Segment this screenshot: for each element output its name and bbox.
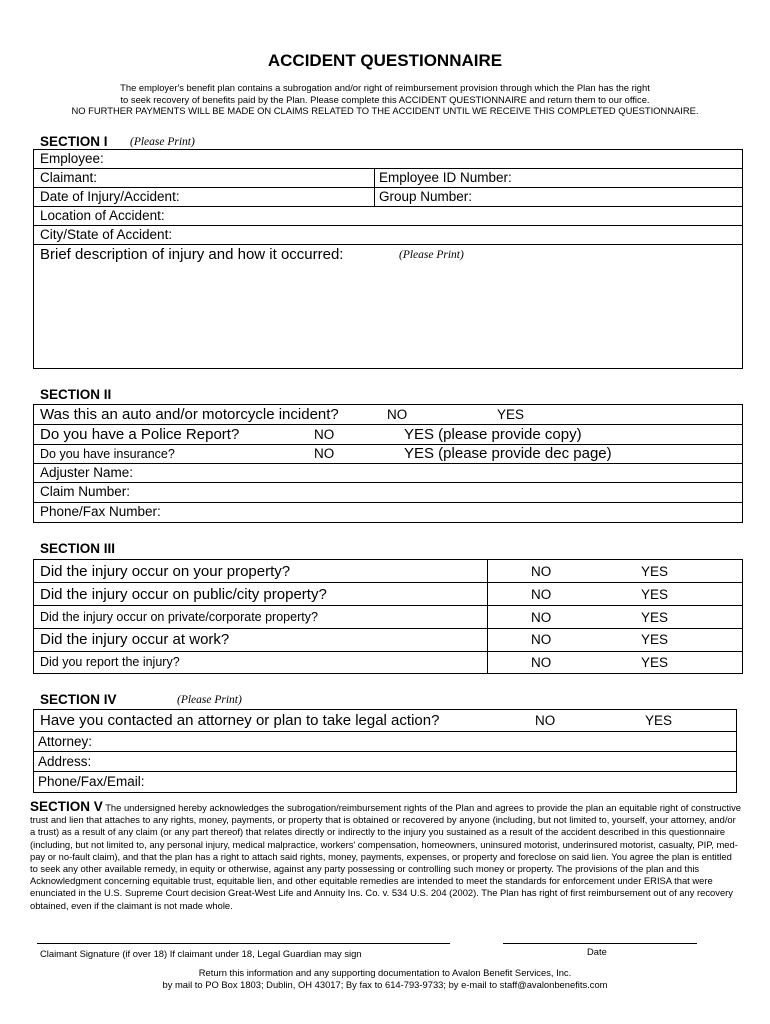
insurance-question: Do you have insurance? (40, 447, 175, 461)
attorney-yes[interactable]: YES (645, 713, 673, 728)
description-note: (Please Print) (399, 249, 464, 261)
employee-field[interactable]: Employee: (40, 151, 104, 166)
city-state-field[interactable]: City/State of Accident: (40, 227, 173, 242)
claimant-field[interactable]: Claimant: (40, 170, 98, 185)
attorney-no[interactable]: NO (535, 713, 556, 728)
insurance-yes[interactable]: YES (please provide dec page) (404, 445, 612, 462)
group-number-field[interactable]: Group Number: (379, 189, 473, 204)
police-report-no[interactable]: NO (314, 427, 335, 442)
private-property-question: Did the injury occur on private/corporate property? (40, 610, 318, 624)
police-report-question: Do you have a Police Report? (40, 426, 240, 443)
police-report-yes[interactable]: YES (please provide copy) (404, 426, 582, 443)
public-property-question: Did the injury occur on public/city property? (40, 586, 327, 603)
reported-yes[interactable]: YES (641, 655, 669, 670)
section-3-heading: SECTION III (40, 541, 116, 556)
phone-fax-field[interactable]: Phone/Fax Number: (40, 504, 161, 519)
location-field[interactable]: Location of Accident: (40, 208, 165, 223)
address-field[interactable]: Address: (38, 754, 92, 769)
intro-line-3: NO FURTHER PAYMENTS WILL BE MADE ON CLAIMS RELATED TO THE ACCIDENT UNTIL WE RECEIVE THIS COMPLETED QUESTIONNAIRE. (71, 105, 699, 116)
page-title: ACCIDENT QUESTIONNAIRE (267, 51, 503, 70)
date-of-injury-field[interactable]: Date of Injury/Accident: (40, 189, 180, 204)
section-5-body: The undersigned hereby acknowledges the subrogation/reimbursement rights of the Plan and agrees to provide the plan an equitable right of constructive trust and lien that attaches to any rights, money, payments, or property that is obtained or recovered by anyone (including, but not limited to, yourself, your attorney, and/or a trust) as a result of any claim (or any part thereof) that relates directly or indirectly to the injury you sustained as a result of the accident described in this questionnaire (including, but not limited to, any personal injury, medical malpractice, workers' compensation, homeowners, uninsured motorist, underinsured motorist, casualty, PIP, med-pay or no-fault claim), and that the plan has a right to attach said rights, money, payments, expenses, or property and foreclose on said lien. You agree the plan is entitled to seek any other available remedy, in equity or otherwise, against any party possessing or controlling such money or property. The provisions of the plan and this Acknowledgment concerning equitable trust, equitable lien, and other equitable remedies are intended to meet the standards for enforcement under ERISA that were enunciated in the U.S. Supreme Court decision Great-West Life and Annuity Ins. Co. v. 534 U.S. 204 (2002). The Plan has right of first reimbursement out of any recovery obtained, even if the claimant is not made whole. (30, 802, 742, 911)
reported-question: Did you report the injury? (40, 655, 180, 669)
auto-incident-no[interactable]: NO (387, 407, 408, 422)
signature-label: Claimant Signature (if over 18) If claimant under 18, Legal Guardian may sign (40, 948, 362, 959)
adjuster-name-field[interactable]: Adjuster Name: (40, 465, 134, 480)
public-property-no[interactable]: NO (531, 587, 552, 602)
auto-incident-yes[interactable]: YES (497, 407, 525, 422)
section-5-text (30, 801, 742, 912)
private-property-no[interactable]: NO (531, 610, 552, 625)
work-yes[interactable]: YES (641, 632, 669, 647)
insurance-no[interactable]: NO (314, 446, 335, 461)
private-property-yes[interactable]: YES (641, 610, 669, 625)
property-no[interactable]: NO (531, 564, 552, 579)
property-question: Did the injury occur on your property? (40, 563, 291, 580)
date-label: Date (587, 946, 607, 957)
work-question: Did the injury occur at work? (40, 631, 230, 648)
property-yes[interactable]: YES (641, 564, 669, 579)
section-1-note: (Please Print) (130, 136, 195, 148)
section-2-heading: SECTION II (40, 387, 112, 402)
section-1-heading: SECTION I (40, 134, 108, 149)
section-4-heading: SECTION IV (40, 692, 117, 707)
section-5-heading: SECTION V (30, 799, 103, 814)
intro-line-1: The employer's benefit plan contains a subrogation and/or right of reimbursement provision through which the Plan has the right (120, 82, 650, 93)
auto-incident-question: Was this an auto and/or motorcycle incident? (40, 406, 339, 423)
reported-no[interactable]: NO (531, 655, 552, 670)
public-property-yes[interactable]: YES (641, 587, 669, 602)
intro-line-2: to seek recovery of benefits paid by the Plan. Please complete this ACCIDENT QUESTIONNAIRE and return them to our office. (120, 94, 650, 105)
attorney-field[interactable]: Attorney: (38, 734, 93, 749)
signature-line[interactable] (37, 943, 450, 944)
footer-line-2: by mail to PO Box 1803; Dublin, OH 43017; By fax to 614-793-9733; by e-mail to staff@avalonbenefits.com (162, 979, 608, 990)
employee-id-field[interactable]: Employee ID Number: (379, 170, 512, 185)
date-line[interactable] (503, 943, 697, 944)
attorney-question: Have you contacted an attorney or plan to take legal action? (40, 712, 440, 729)
injury-description-field[interactable]: Brief description of injury and how it occurred: (40, 246, 344, 263)
claim-number-field[interactable]: Claim Number: (40, 484, 131, 499)
section-4-note: (Please Print) (177, 694, 242, 706)
contact-field[interactable]: Phone/Fax/Email: (38, 774, 145, 789)
work-no[interactable]: NO (531, 632, 552, 647)
footer-line-1: Return this information and any supporting documentation to Avalon Benefit Services, Inc. (198, 967, 572, 978)
